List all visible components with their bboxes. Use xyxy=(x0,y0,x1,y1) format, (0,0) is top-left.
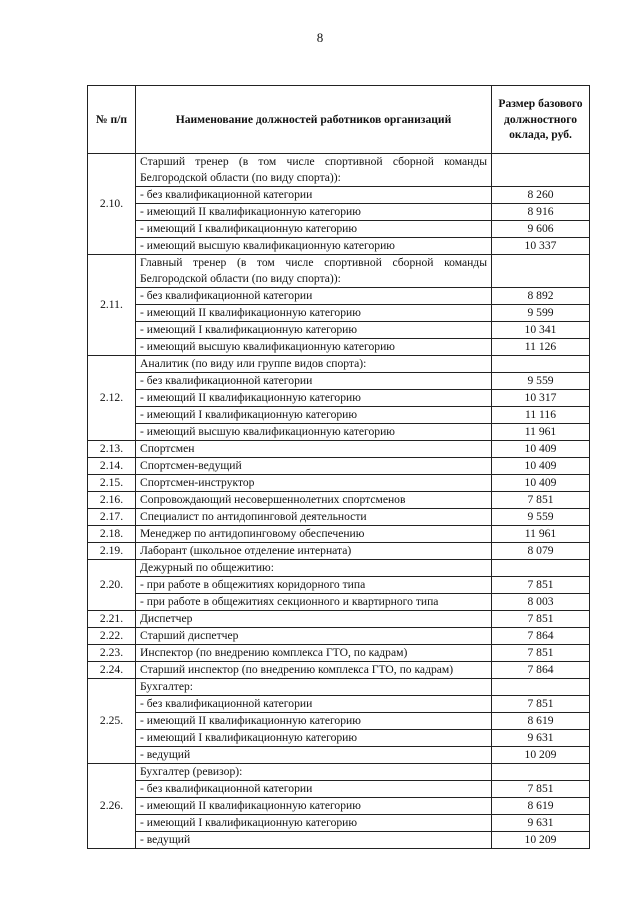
table-row xyxy=(88,577,590,594)
table-row xyxy=(88,238,590,255)
salary-empty-cell xyxy=(492,154,590,187)
salary-value: 11 116 xyxy=(492,407,590,424)
position-name: Диспетчер xyxy=(136,611,492,628)
salary-value: 7 864 xyxy=(492,662,590,679)
salary-value: 10 409 xyxy=(492,475,590,492)
table-row xyxy=(88,747,590,764)
group-title: Аналитик (по виду или группе видов спорта): xyxy=(136,356,492,373)
salary-value: 8 619 xyxy=(492,798,590,815)
table-row xyxy=(88,645,590,662)
group-title: Бухгалтер (ревизор): xyxy=(136,764,492,781)
salary-value: 10 209 xyxy=(492,747,590,764)
salary-value: 10 317 xyxy=(492,390,590,407)
table-row xyxy=(88,441,590,458)
category-label: - имеющий II квалификационную категорию xyxy=(136,713,492,730)
row-number: 2.23. xyxy=(88,645,136,662)
category-label: - ведущий xyxy=(136,747,492,764)
salary-value: 7 851 xyxy=(492,611,590,628)
position-name: Специалист по антидопинговой деятельности xyxy=(136,509,492,526)
row-number: 2.22. xyxy=(88,628,136,645)
category-label: - имеющий высшую квалификационную категорию xyxy=(136,339,492,356)
salary-value: 11 126 xyxy=(492,339,590,356)
category-label: - без квалификационной категории xyxy=(136,288,492,305)
table-row xyxy=(88,424,590,441)
salary-value: 10 337 xyxy=(492,238,590,255)
position-name: Спортсмен xyxy=(136,441,492,458)
salary-value: 9 631 xyxy=(492,730,590,747)
position-name: Инспектор (по внедрению комплекса ГТО, по кадрам) xyxy=(136,645,492,662)
table-row xyxy=(88,713,590,730)
page-number: 8 xyxy=(316,30,324,45)
salary-value: 9 599 xyxy=(492,305,590,322)
row-number: 2.24. xyxy=(88,662,136,679)
position-name: Менеджер по антидопинговому обеспечению xyxy=(136,526,492,543)
table-row xyxy=(88,458,590,475)
salary-value: 8 260 xyxy=(492,187,590,204)
category-label: - имеющий высшую квалификационную категорию xyxy=(136,238,492,255)
category-label: - ведущий xyxy=(136,832,492,849)
group-number: 2.10. xyxy=(88,154,136,255)
position-name: Сопровождающий несовершеннолетних спортсменов xyxy=(136,492,492,509)
salary-value: 9 559 xyxy=(492,509,590,526)
table-row xyxy=(88,509,590,526)
table-body xyxy=(88,154,590,849)
table-group-title-row xyxy=(88,154,590,187)
salary-value: 10 409 xyxy=(492,441,590,458)
table-row xyxy=(88,204,590,221)
category-label: - имеющий I квалификационную категорию xyxy=(136,815,492,832)
category-label: - имеющий II квалификационную категорию xyxy=(136,204,492,221)
category-label: - имеющий I квалификационную категорию xyxy=(136,221,492,238)
position-name: Спортсмен-инструктор xyxy=(136,475,492,492)
table-row xyxy=(88,322,590,339)
group-number: 2.11. xyxy=(88,255,136,356)
row-number: 2.14. xyxy=(88,458,136,475)
salary-value: 8 003 xyxy=(492,594,590,611)
table-row xyxy=(88,543,590,560)
salary-value: 10 409 xyxy=(492,458,590,475)
group-number: 2.26. xyxy=(88,764,136,849)
position-name: Старший диспетчер xyxy=(136,628,492,645)
salary-value: 8 079 xyxy=(492,543,590,560)
table-row xyxy=(88,373,590,390)
category-label: - имеющий I квалификационную категорию xyxy=(136,407,492,424)
table-row xyxy=(88,628,590,645)
table-row xyxy=(88,594,590,611)
salary-value: 7 864 xyxy=(492,628,590,645)
position-name: Лаборант (школьное отделение интерната) xyxy=(136,543,492,560)
group-title: Старший тренер (в том числе спортивной сборной команды Белгородской области (по виду спорта)): xyxy=(136,154,492,187)
category-label: - при работе в общежитиях коридорного типа xyxy=(136,577,492,594)
table-row xyxy=(88,288,590,305)
category-label: - имеющий II квалификационную категорию xyxy=(136,390,492,407)
table-row xyxy=(88,611,590,628)
salary-value: 8 916 xyxy=(492,204,590,221)
header-position-name: Наименование должностей работников организаций xyxy=(136,86,492,154)
salary-empty-cell xyxy=(492,356,590,373)
category-label: - имеющий II квалификационную категорию xyxy=(136,305,492,322)
category-label: - имеющий II квалификационную категорию xyxy=(136,798,492,815)
table-row xyxy=(88,492,590,509)
row-number: 2.19. xyxy=(88,543,136,560)
category-label: - без квалификационной категории xyxy=(136,781,492,798)
salary-value: 10 341 xyxy=(492,322,590,339)
salary-value: 7 851 xyxy=(492,645,590,662)
table-group-title-row xyxy=(88,560,590,577)
salary-table xyxy=(87,85,590,849)
table-row xyxy=(88,339,590,356)
salary-value: 7 851 xyxy=(492,492,590,509)
table-row xyxy=(88,832,590,849)
table-row xyxy=(88,662,590,679)
salary-value: 11 961 xyxy=(492,424,590,441)
category-label: - имеющий I квалификационную категорию xyxy=(136,322,492,339)
salary-value: 8 619 xyxy=(492,713,590,730)
row-number: 2.18. xyxy=(88,526,136,543)
salary-value: 11 961 xyxy=(492,526,590,543)
group-title: Главный тренер (в том числе спортивной сборной команды Белгородской области (по виду спорта)): xyxy=(136,255,492,288)
table-row xyxy=(88,798,590,815)
table-row xyxy=(88,407,590,424)
salary-value: 8 892 xyxy=(492,288,590,305)
category-label: - без квалификационной категории xyxy=(136,187,492,204)
header-salary: Размер базового должностного оклада, руб. xyxy=(492,86,590,154)
category-label: - имеющий высшую квалификационную категорию xyxy=(136,424,492,441)
table-group-title-row xyxy=(88,356,590,373)
table-row xyxy=(88,390,590,407)
position-name: Старший инспектор (по внедрению комплекса ГТО, по кадрам) xyxy=(136,662,492,679)
table-row xyxy=(88,475,590,492)
row-number: 2.16. xyxy=(88,492,136,509)
table-row xyxy=(88,815,590,832)
table-row xyxy=(88,696,590,713)
table-row xyxy=(88,221,590,238)
salary-value: 7 851 xyxy=(492,577,590,594)
salary-empty-cell xyxy=(492,255,590,288)
table-row xyxy=(88,526,590,543)
table-group-title-row xyxy=(88,255,590,288)
category-label: - без квалификационной категории xyxy=(136,696,492,713)
table-header-row xyxy=(88,86,590,154)
salary-value: 9 606 xyxy=(492,221,590,238)
row-number: 2.21. xyxy=(88,611,136,628)
row-number: 2.15. xyxy=(88,475,136,492)
table-row xyxy=(88,187,590,204)
table-row xyxy=(88,730,590,747)
table-row xyxy=(88,781,590,798)
category-label: - имеющий I квалификационную категорию xyxy=(136,730,492,747)
header-number: № п/п xyxy=(88,86,136,154)
salary-value: 10 209 xyxy=(492,832,590,849)
table-group-title-row xyxy=(88,764,590,781)
group-number: 2.20. xyxy=(88,560,136,611)
row-number: 2.17. xyxy=(88,509,136,526)
salary-empty-cell xyxy=(492,764,590,781)
group-title: Бухгалтер: xyxy=(136,679,492,696)
position-name: Спортсмен-ведущий xyxy=(136,458,492,475)
salary-value: 7 851 xyxy=(492,781,590,798)
row-number: 2.13. xyxy=(88,441,136,458)
salary-value: 9 559 xyxy=(492,373,590,390)
salary-empty-cell xyxy=(492,679,590,696)
table-group-title-row xyxy=(88,679,590,696)
group-title: Дежурный по общежитию: xyxy=(136,560,492,577)
salary-value: 7 851 xyxy=(492,696,590,713)
group-number: 2.12. xyxy=(88,356,136,441)
table-row xyxy=(88,305,590,322)
salary-empty-cell xyxy=(492,560,590,577)
category-label: - без квалификационной категории xyxy=(136,373,492,390)
category-label: - при работе в общежитиях секционного и квартирного типа xyxy=(136,594,492,611)
group-number: 2.25. xyxy=(88,679,136,764)
salary-value: 9 631 xyxy=(492,815,590,832)
